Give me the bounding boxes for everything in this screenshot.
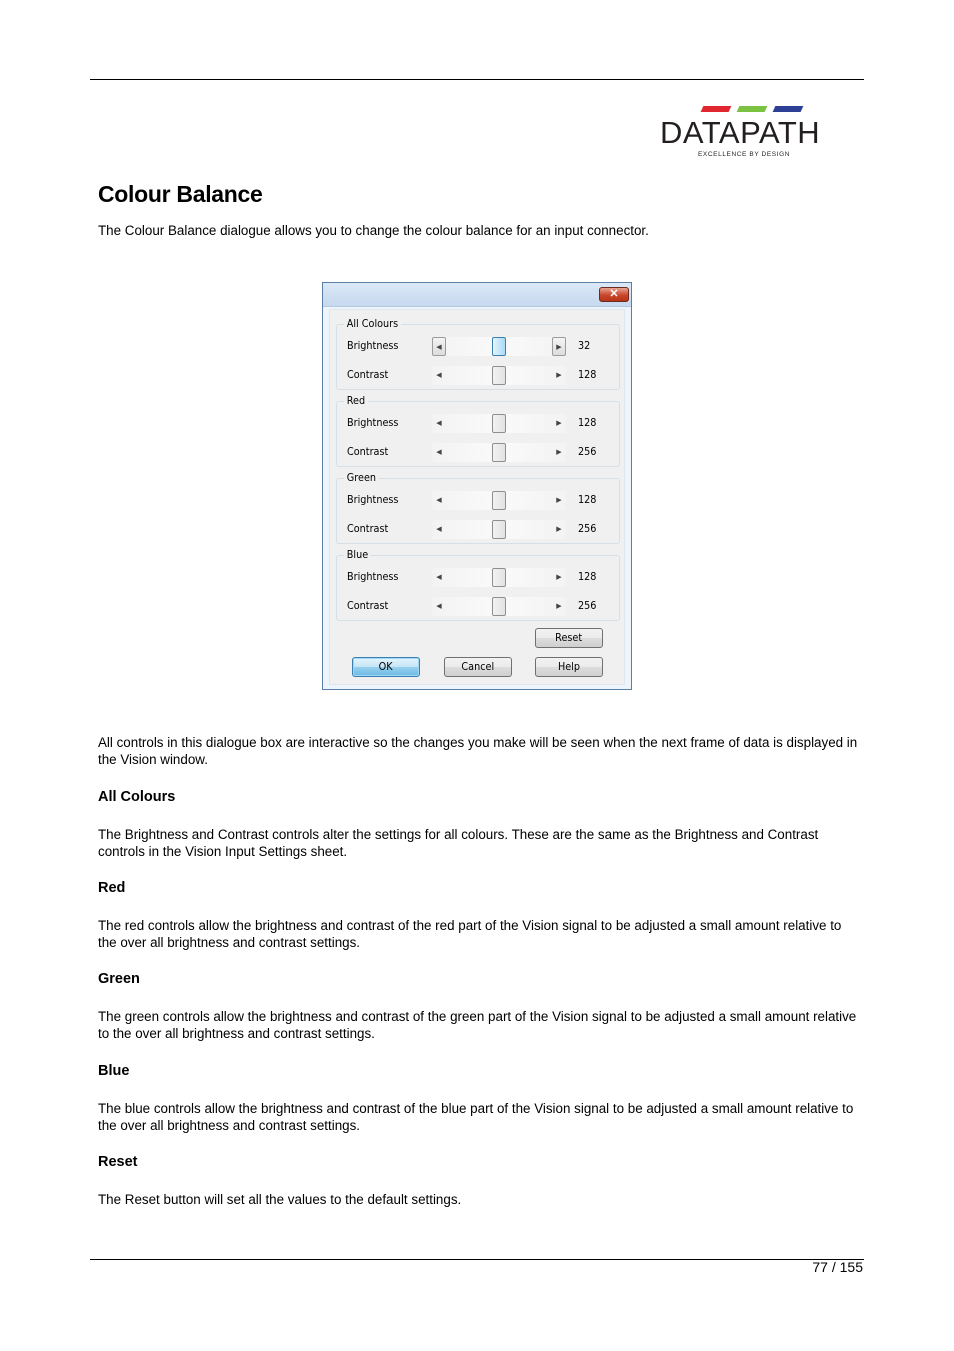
cancel-button-label: Cancel — [461, 661, 495, 673]
blue-contrast-slider-thumb[interactable] — [492, 597, 506, 616]
scroll-right-arrow-icon[interactable]: ▶ — [556, 574, 562, 581]
body-after-dialog: All controls in this dialogue box are interactive so the changes you make will be seen when the next frame of data is displayed in the Vision window. — [98, 735, 858, 767]
red-contrast-slider-thumb[interactable] — [492, 443, 506, 462]
all-colours-contrast-slider[interactable] — [432, 366, 566, 385]
group-title: Green — [344, 472, 379, 484]
cancel-button[interactable] — [444, 657, 512, 677]
scroll-left-arrow-icon[interactable]: ◀ — [436, 603, 442, 610]
scroll-left-arrow-icon[interactable]: ◀ — [436, 497, 442, 504]
scroll-right-arrow-icon[interactable]: ▶ — [556, 449, 562, 456]
dialog-titlebar — [323, 283, 631, 307]
section-text-red: The red controls allow the brightness and contrast of the red part of the Vision signal to be adjusted a small amount relative to the over all brightness and contrast settings. — [98, 918, 842, 950]
red-brightness-slider[interactable] — [432, 414, 566, 433]
blue-brightness-value: 128 — [578, 571, 597, 583]
scroll-left-arrow-icon[interactable]: ◀ — [436, 372, 442, 379]
logo-bar-blue — [773, 106, 804, 112]
red-contrast-value: 256 — [578, 446, 597, 458]
green-brightness-slider-thumb[interactable] — [492, 491, 506, 510]
group-title: Red — [344, 395, 368, 407]
group-title: Blue — [344, 549, 371, 561]
scroll-right-arrow-icon[interactable]: ▶ — [552, 337, 566, 356]
all-colours-brightness-slider[interactable] — [432, 337, 566, 356]
footer-rule — [90, 1259, 864, 1260]
logo-color-bars — [698, 106, 798, 114]
close-button[interactable] — [599, 287, 629, 302]
ok-button-label: OK — [379, 661, 393, 673]
scroll-right-arrow-icon[interactable]: ▶ — [556, 497, 562, 504]
scroll-left-arrow-icon[interactable]: ◀ — [436, 449, 442, 456]
scroll-left-arrow-icon[interactable]: ◀ — [436, 420, 442, 427]
section-heading-red: Red — [98, 880, 126, 896]
all-colours-contrast-slider-thumb[interactable] — [492, 366, 506, 385]
logo-wordmark: DATAPATH — [660, 115, 821, 150]
all-colours-contrast-value: 128 — [578, 369, 597, 381]
blue-contrast-value: 256 — [578, 600, 597, 612]
scroll-left-arrow-icon[interactable]: ◀ — [436, 526, 442, 533]
logo-tagline: EXCELLENCE BY DESIGN — [698, 151, 791, 158]
green-contrast-label: Contrast — [347, 523, 389, 535]
blue-contrast-slider[interactable] — [432, 597, 566, 616]
logo-bar-red — [701, 106, 732, 112]
all-colours-brightness-slider-thumb[interactable] — [492, 337, 506, 356]
group-blue — [336, 549, 620, 621]
section-heading-all-colours: All Colours — [98, 789, 176, 805]
all-colours-brightness-value: 32 — [578, 340, 591, 352]
red-brightness-slider-thumb[interactable] — [492, 414, 506, 433]
section-heading-green: Green — [98, 971, 140, 987]
group-title: All Colours — [344, 318, 401, 330]
green-contrast-value: 256 — [578, 523, 597, 535]
scroll-right-arrow-icon[interactable]: ▶ — [556, 372, 562, 379]
intro-paragraph: The Colour Balance dialogue allows you to change the colour balance for an input connector. — [98, 223, 649, 238]
blue-contrast-label: Contrast — [347, 600, 389, 612]
section-text-green: The green controls allow the brightness and contrast of the green part of the Vision signal to be adjusted a small amount relative to the over all brightness and contrast settings. — [98, 1009, 857, 1041]
group-green — [336, 472, 620, 544]
red-brightness-value: 128 — [578, 417, 597, 429]
ok-button[interactable] — [352, 657, 420, 677]
logo-bar-green — [737, 106, 768, 112]
group-red — [336, 395, 620, 467]
scroll-right-arrow-icon[interactable]: ▶ — [556, 603, 562, 610]
scroll-left-arrow-icon[interactable]: ◀ — [436, 574, 442, 581]
green-contrast-slider-thumb[interactable] — [492, 520, 506, 539]
scroll-left-arrow-icon[interactable]: ◀ — [432, 337, 446, 356]
blue-brightness-slider[interactable] — [432, 568, 566, 587]
close-icon: ✕ — [609, 288, 619, 300]
green-contrast-slider[interactable] — [432, 520, 566, 539]
all-colours-contrast-label: Contrast — [347, 369, 389, 381]
help-button[interactable] — [535, 657, 603, 677]
red-contrast-label: Contrast — [347, 446, 389, 458]
page-title: Colour Balance — [98, 181, 263, 207]
blue-brightness-label: Brightness — [347, 571, 399, 583]
help-button-label: Help — [557, 661, 581, 673]
page-number: 77 / 155 — [812, 1259, 863, 1275]
reset-button[interactable] — [535, 628, 603, 648]
section-text-blue: The blue controls allow the brightness and contrast of the blue part of the Vision signal to be adjusted a small amount relative to the over all brightness and contrast settings. — [98, 1101, 854, 1133]
all-colours-brightness-label: Brightness — [347, 340, 399, 352]
green-brightness-slider[interactable] — [432, 491, 566, 510]
colour-balance-dialog — [322, 282, 632, 690]
red-contrast-slider[interactable] — [432, 443, 566, 462]
group-all-colours — [336, 318, 620, 390]
green-brightness-label: Brightness — [347, 494, 399, 506]
reset-button-label: Reset — [555, 632, 583, 644]
scroll-right-arrow-icon[interactable]: ▶ — [556, 420, 562, 427]
green-brightness-value: 128 — [578, 494, 597, 506]
datapath-logo — [660, 106, 840, 162]
dialog-client-area — [329, 309, 625, 685]
section-heading-blue: Blue — [98, 1063, 130, 1079]
section-text-all-colours: The Brightness and Contrast controls alter the settings for all colours. These are the same as the Brightness and Contrast controls in the Vision Input Settings sheet. — [98, 827, 819, 859]
scroll-right-arrow-icon[interactable]: ▶ — [556, 526, 562, 533]
red-brightness-label: Brightness — [347, 417, 399, 429]
header-rule — [90, 79, 864, 80]
section-heading-reset: Reset — [98, 1154, 138, 1170]
section-text-reset: The Reset button will set all the values to the default settings. — [98, 1192, 462, 1207]
blue-brightness-slider-thumb[interactable] — [492, 568, 506, 587]
